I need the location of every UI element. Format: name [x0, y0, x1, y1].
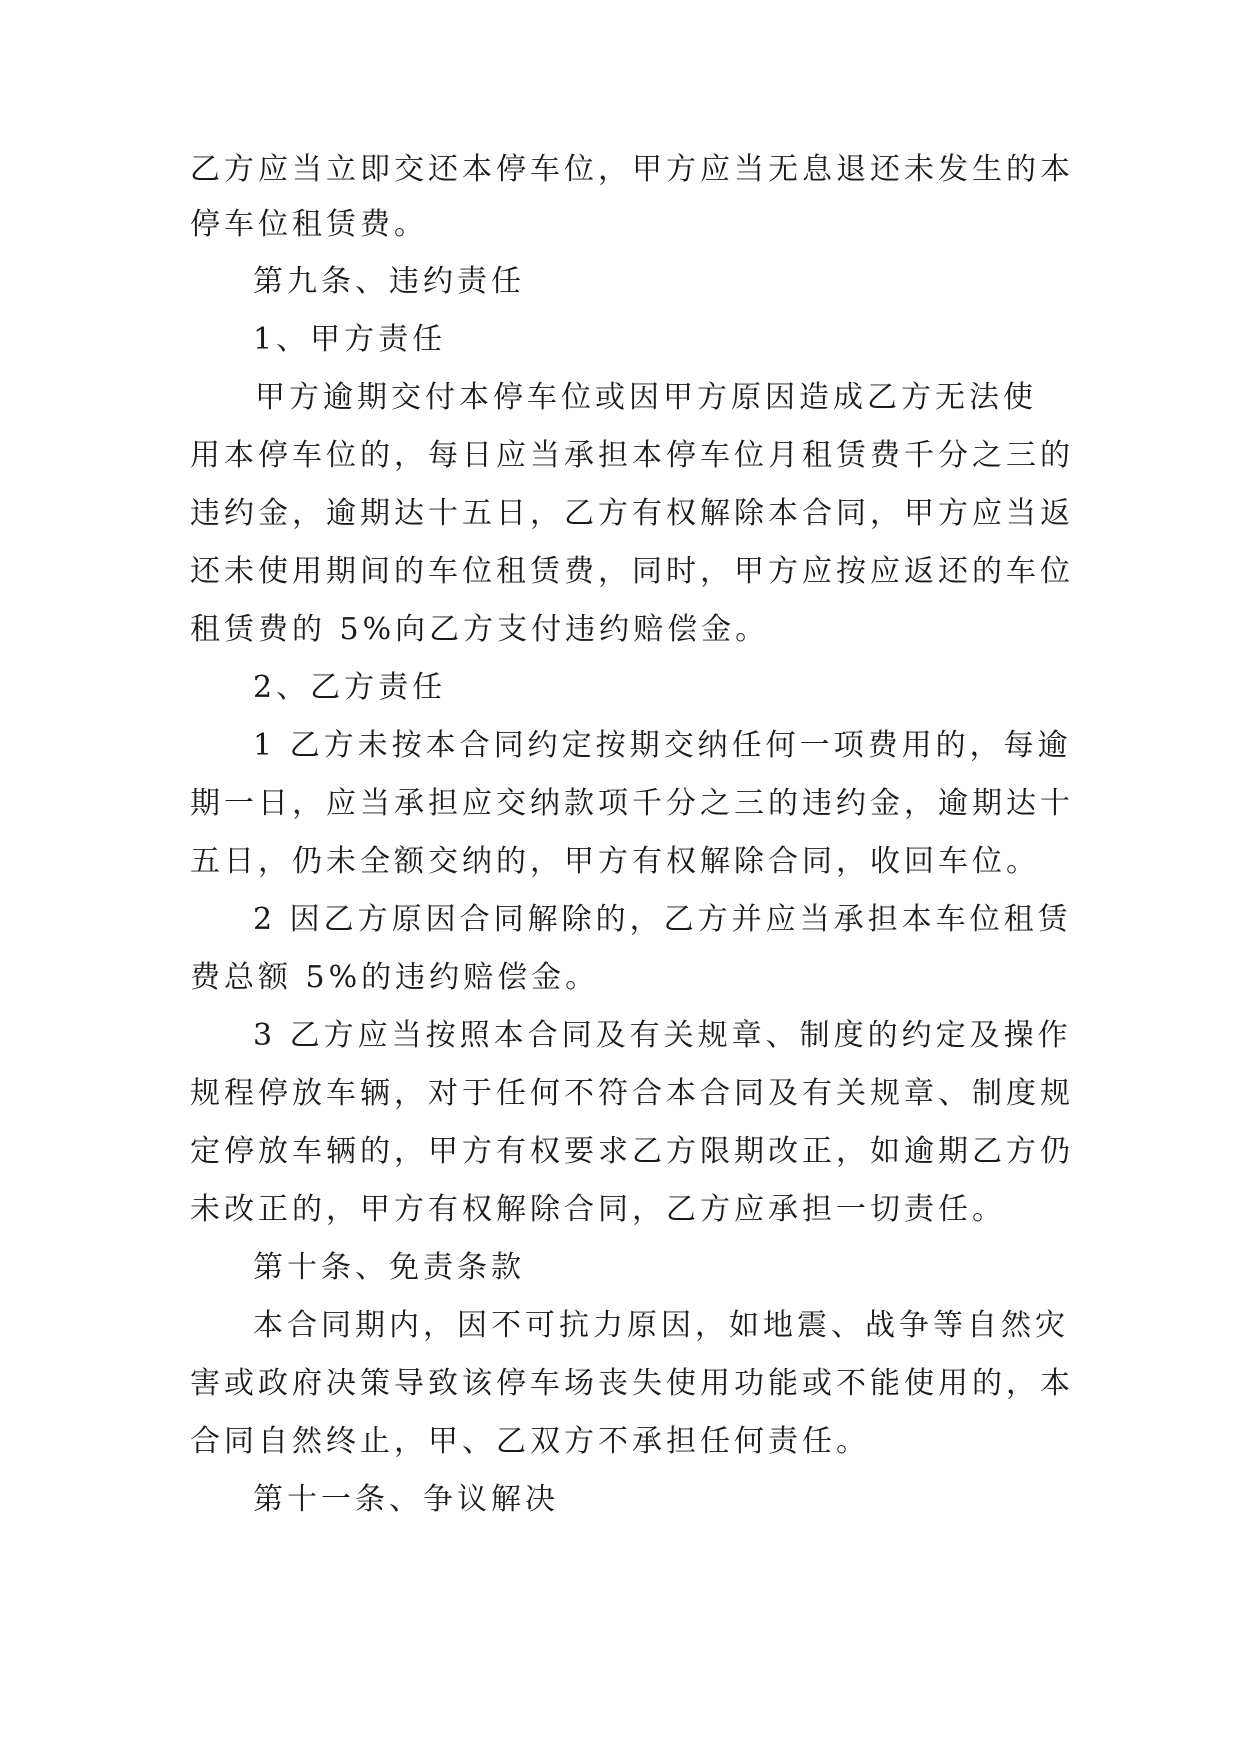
section-heading: 第十条、免责条款	[253, 1250, 525, 1285]
text-line: 2 因乙方原因合同解除的，乙方并应当承担本车位租赁	[253, 902, 1072, 937]
text-line: 期一日，应当承担应交纳款项千分之三的违约金，逾期达十	[190, 786, 1074, 821]
section-heading: 第十一条、争议解决	[253, 1482, 559, 1517]
text-line: 3 乙方应当按照本合同及有关规章、制度的约定及操作	[253, 1018, 1072, 1053]
text-line: 乙方应当立即交还本停车位，甲方应当无息退还未发生的本	[190, 152, 1074, 187]
text-line: 合同自然终止，甲、乙双方不承担任何责任。	[190, 1424, 870, 1459]
text-line: 租赁费的 5%向乙方支付违约赔偿金。	[190, 612, 770, 647]
text-line: 甲方逾期交付本停车位或因甲方原因造成乙方无法使	[255, 380, 1037, 415]
text-line: 还未使用期间的车位租赁费，同时，甲方应按应返还的车位	[190, 554, 1074, 589]
text-line: 五日，仍未全额交纳的，甲方有权解除合同，收回车位。	[190, 844, 1040, 879]
section-heading: 第九条、违约责任	[253, 264, 525, 299]
text-line: 本合同期内，因不可抗力原因，如地震、战争等自然灾	[253, 1308, 1069, 1343]
text-line: 违约金，逾期达十五日，乙方有权解除本合同，甲方应当返	[190, 496, 1074, 531]
text-line: 停车位租赁费。	[190, 207, 428, 242]
text-line: 费总额 5%的违约赔偿金。	[190, 960, 600, 995]
text-line: 规程停放车辆，对于任何不符合本合同及有关规章、制度规	[190, 1076, 1074, 1111]
text-line: 害或政府决策导致该停车场丧失使用功能或不能使用的，本	[190, 1366, 1074, 1401]
text-line: 定停放车辆的，甲方有权要求乙方限期改正，如逾期乙方仍	[190, 1134, 1074, 1169]
subsection-heading: 2、乙方责任	[253, 670, 447, 705]
subsection-heading: 1、甲方责任	[253, 322, 447, 357]
text-line: 未改正的，甲方有权解除合同，乙方应承担一切责任。	[190, 1192, 1006, 1227]
text-line: 用本停车位的，每日应当承担本停车位月租赁费千分之三的	[190, 438, 1074, 473]
text-line: 1 乙方未按本合同约定按期交纳任何一项费用的，每逾	[253, 728, 1072, 763]
